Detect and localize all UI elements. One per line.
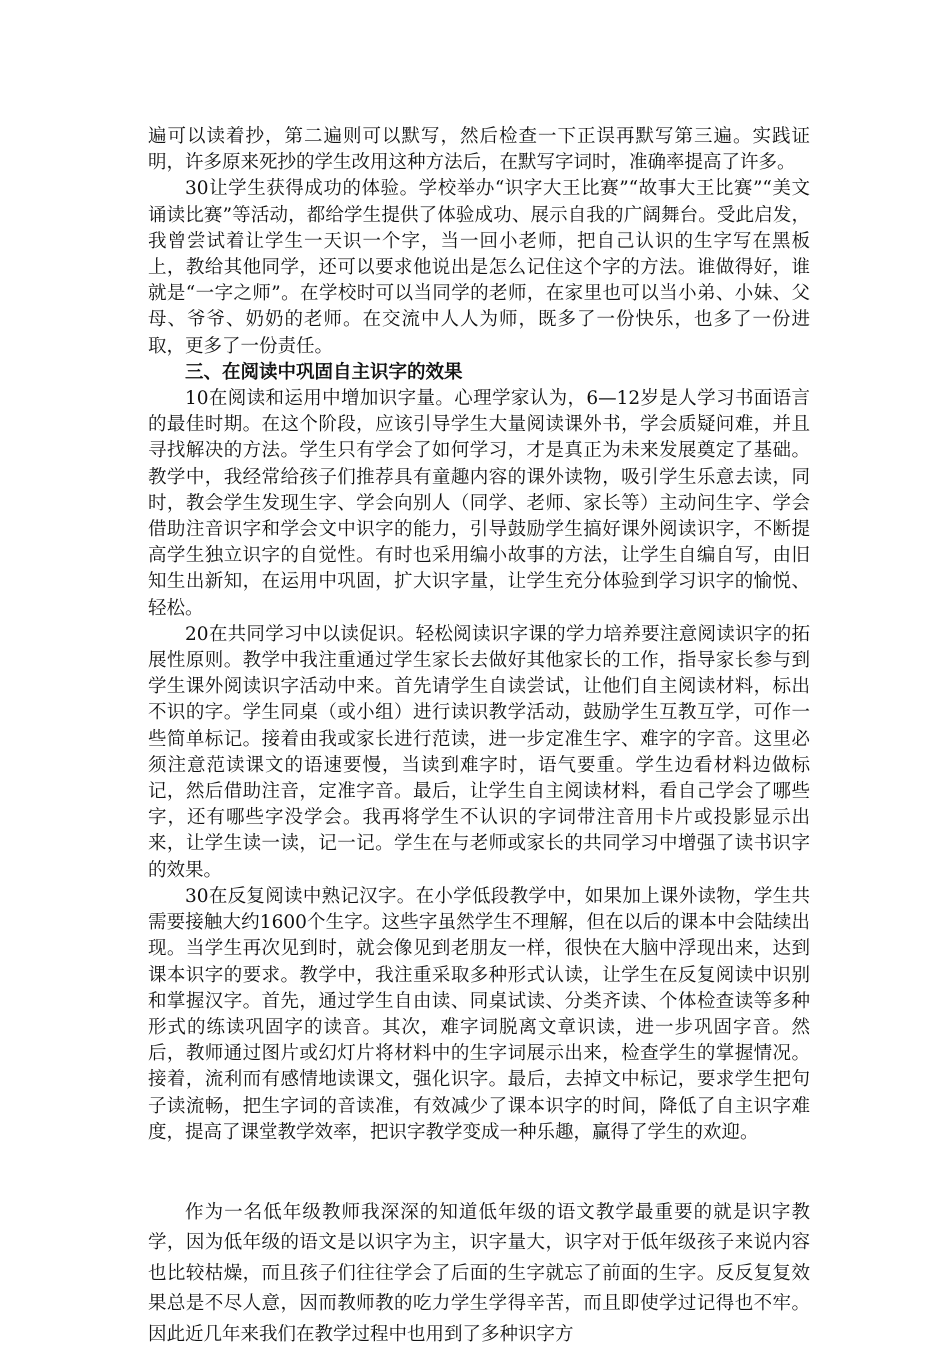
section-heading: 三、在阅读中巩固自主识字的效果 xyxy=(185,361,463,383)
document-body xyxy=(148,124,810,1350)
paragraph-joint-learning: 20在共同学习中以读促识。轻松阅读识字课的学力培养要注意阅读识字的拓展性原则。教学中我注重通过学生家长去做好其他家长的工作，指导家长参与到学生课外阅读识字活动中来。首先请学生自读尝试，让他们自主阅读材料，标出不识的字。学生同桌（或小组）进行读识教学活动，鼓励学生互教互学，可作一些简单标记。接着由我或家长进行范读，进一步定准生字、难字的字音。这里必须注意范读课文的语速要慢，当读到难字时，语气要重。学生边看材料边做标记，然后借助注音，定准字音。最后，让学生自主阅读材料，看自己学会了哪些字，还有哪些字没学会。我再将学生不认识的字词带注音用卡片或投影显示出来，让学生读一读，记一记。学生在与老师或家长的共同学习中增强了读书识字的效果。 xyxy=(148,623,810,881)
paragraph-closing: 作为一名低年级教师我深深的知道低年级的语文教学最重要的就是识字教学，因为低年级的语文是以识字为主，识字量大，识字对于低年级孩子来说内容也比较枯燥，而且孩子们往往学会了后面的生字就忘了前面的生字。反反复复效果总是不尽人意，因而教师教的吃力学生学得辛苦，而且即使学过记得也不牢。因此近几年来我们在教学过程中也用到了多种识字方 xyxy=(148,1201,810,1345)
paragraph-reading-and-use: 10在阅读和运用中增加识字量。心理学家认为，6—12岁是人学习书面语言的最佳时期。在这个阶段，应该引导学生大量阅读课外书，学会质疑问难，并且寻找解决的方法。学生只有学会了如何学习，才是真正为未来发展奠定了基础。教学中，我经常给孩子们推荐具有童趣内容的课外读物，吸引学生乐意去读，同时，教会学生发现生字、学会向别人（同学、老师、家长等）主动问生字、学会借助注音识字和学会文中识字的能力，引导鼓励学生搞好课外阅读识字，不断提高学生独立识字的自觉性。有时也采用编小故事的方法，让学生自编自写，由旧知生出新知，在运用中巩固，扩大识字量，让学生充分体验到学习识字的愉悦、轻松。 xyxy=(148,388,810,619)
paragraph-success-experience: 30让学生获得成功的体验。学校举办“识字大王比赛”“故事大王比赛”“美文诵读比赛”等活动，都给学生提供了体验成功、展示自我的广阔舞台。受此启发，我曾尝试着让学生一天识一个字，当一回小老师，把自己认识的生字写在黑板上，教给其他同学，还可以要求他说出是怎么记住这个字的方法。谁做得好，谁就是“一字之师”。在学校时可以当同学的老师，在家里也可以当小弟、小妹、父母、爷爷、奶奶的老师。在交流中人人为师，既多了一份快乐，也多了一份进取，更多了一份责任。 xyxy=(148,178,810,357)
paragraph-continued: 遍可以读着抄，第二遍则可以默写，然后检查一下正误再默写第三遍。实践证明，许多原来死抄的学生改用这种方法后，在默写字词时，准确率提高了许多。 xyxy=(148,126,810,174)
paragraph-gap xyxy=(148,1146,810,1198)
paragraph-repeated-reading: 30在反复阅读中熟记汉字。在小学低段教学中，如果加上课外读物，学生共需要接触大约1600个生字。这些字虽然学生不理解，但在以后的课本中会陆续出现。当学生再次见到时，就会像见到老朋友一样，很快在大脑中浮现出来，达到课本识字的要求。教学中，我注重采取多种形式认读，让学生在反复阅读中识别和掌握汉字。首先，通过学生自由读、同桌试读、分类齐读、个体检查读等多种形式的练读巩固字的读音。其次，难字词脱离文章识读，进一步巩固字音。然后，教师通过图片或幻灯片将材料中的生字词展示出来，检查学生的掌握情况。接着，流利而有感情地读课文，强化识字。最后，去掉文中标记，要求学生把句子读流畅，把生字词的音读准，有效减少了课本识字的时间，降低了自主识字难度，提高了课堂教学效率，把识字教学变成一种乐趣，赢得了学生的欢迎。 xyxy=(148,885,810,1143)
